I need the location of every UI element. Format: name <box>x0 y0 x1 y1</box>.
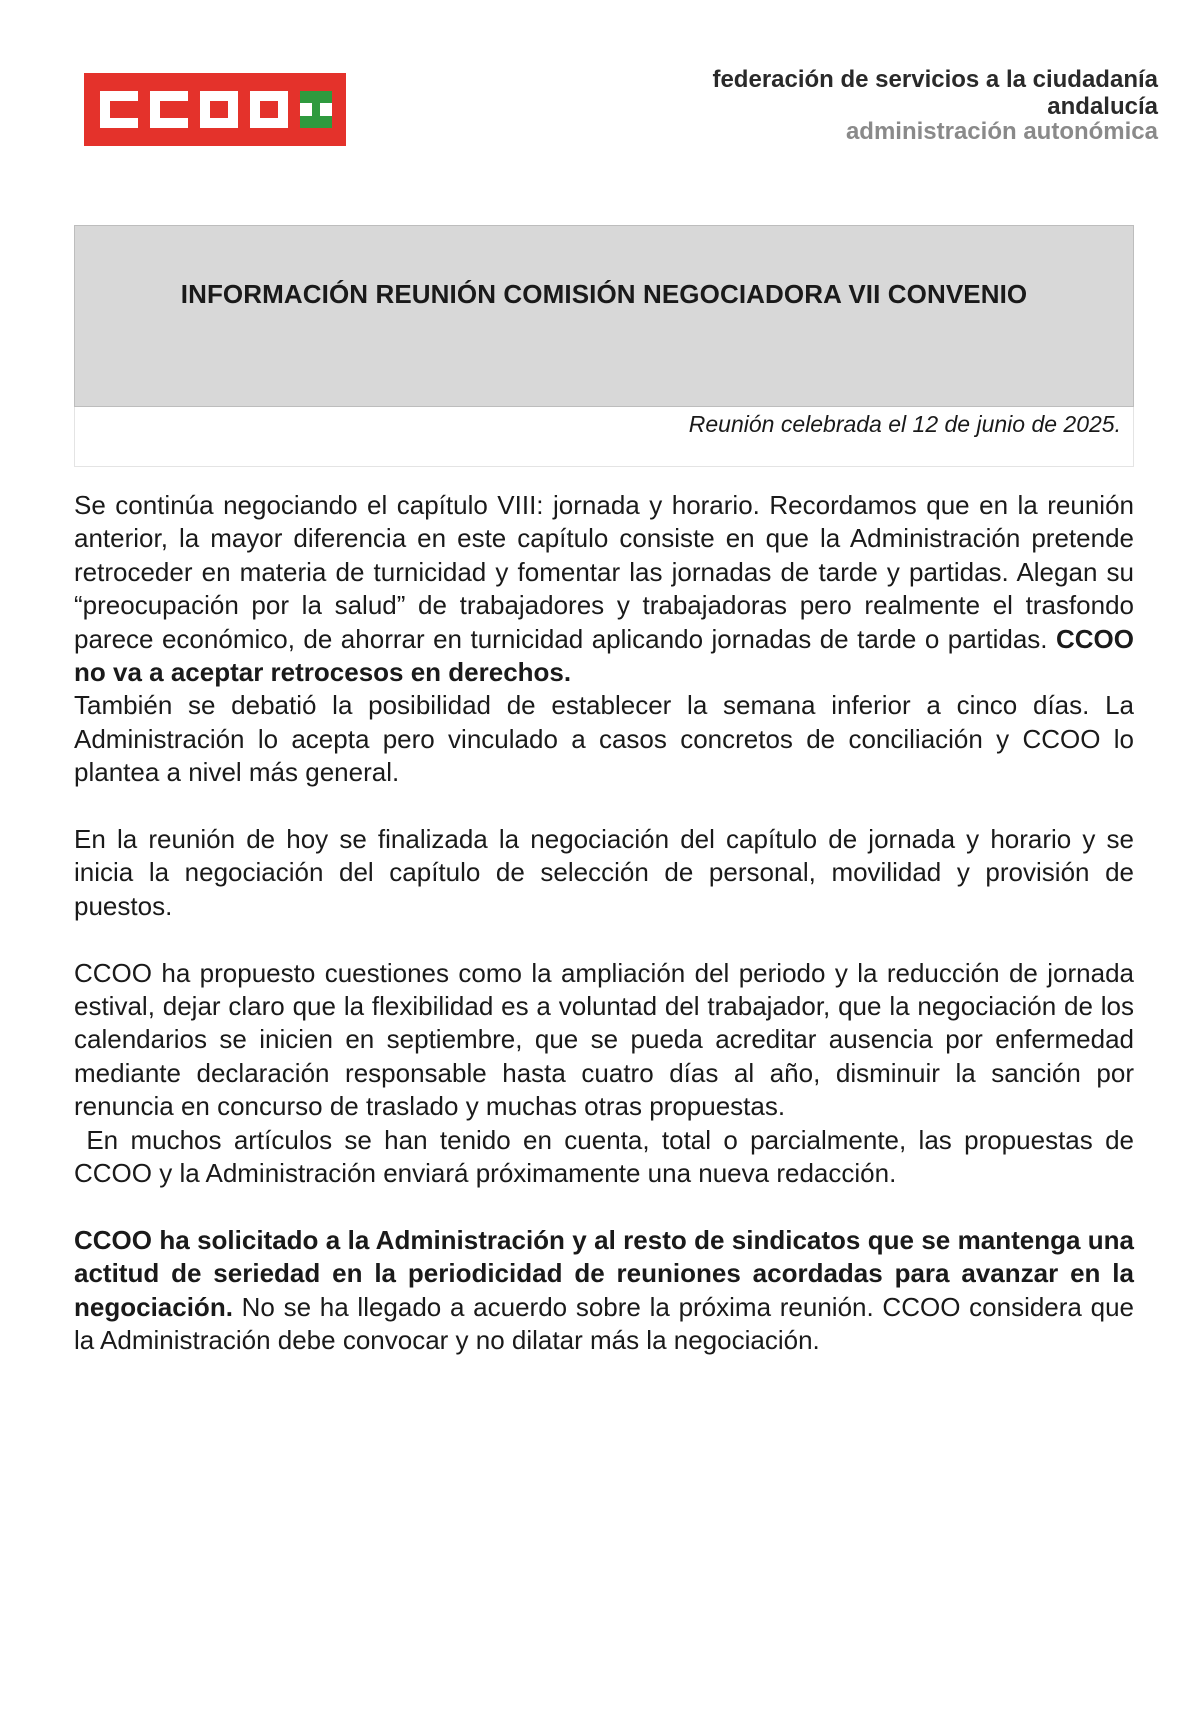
paragraph-5: En muchos artículos se han tenido en cuenta, total o parcialmente, las propuestas de CCOO y la Administración enviará próximamente una nueva redacción. <box>74 1124 1142 1189</box>
header-line-sector: administración autonómica <box>845 118 1158 145</box>
paragraph-6-emphasis: CCOO ha solicitado a la Administración y al resto de sindicatos que se mantenga una actitud de seriedad en la periodicidad de reuniones acordadas para avanzar en la negociación. <box>74 1224 1134 1322</box>
paragraph-3: En la reunión de hoy se finalizada la negociación del capítulo de jornada y horario y se inicia la negociación del capítulo de selección de personal, movilidad y provisión de puestos. <box>74 824 1134 921</box>
meeting-date: Reunión celebrada el 12 de junio de 2025. <box>688 411 1121 437</box>
paragraph-6: CCOO ha solicitado a la Administración y al resto de sindicatos que se mantenga una actitud de seriedad en la periodicidad de reuniones acordadas para avanzar en la negociación. No se ha llegado a acuerdo sobre la próxima reunión. CCOO considera que la Administración debe convocar y no dilatar más la negociación. <box>74 1224 1134 1356</box>
paragraph-2: También se debatió la posibilidad de establecer la semana inferior a cinco días. La Administración lo acepta pero vinculado a casos concretos de conciliación y CCOO lo plantea a nivel más general. <box>74 690 1134 788</box>
header-line-federation: federación de servicios a la ciudadanía <box>712 66 1158 93</box>
document-title: INFORMACIÓN REUNIÓN COMISIÓN NEGOCIADORA VII CONVENIO <box>180 279 1028 309</box>
header-line-region: andalucía <box>1047 93 1158 120</box>
document-body <box>74 489 1142 1358</box>
organization-header <box>712 66 1158 144</box>
paragraph-1-emphasis: CCOO no va a aceptar retrocesos en derechos. <box>74 623 1134 688</box>
ccoo-logo <box>84 73 346 146</box>
date-box <box>74 407 1134 467</box>
title-box <box>74 225 1134 407</box>
paragraph-4: CCOO ha propuesto cuestiones como la ampliación del periodo y la reducción de jornada estival, dejar claro que la flexibilidad es a voluntad del trabajador, que la negociación de los calendarios se inicien en septiembre, que se pueda acreditar ausencia por enfermedad mediante declaración responsable hasta cuatro días al año, disminuir la sanción por renuncia en concurso de traslado y muchas otras propuestas. <box>74 957 1134 1122</box>
paragraph-1: Se continúa negociando el capítulo VIII: jornada y horario. Recordamos que en la reunión anterior, la mayor diferencia en este capítulo consiste en que la Administración pretende retroceder en materia de turnicidad y fomentar las jornadas de tarde y partidas. Alegan su “preocupación por la salud” de trabajadores y trabajadoras pero realmente el trasfondo parece económico, de ahorrar en turnicidad aplicando jornadas de tarde o partidas. CCOO no va a aceptar retrocesos en derechos. <box>74 490 1134 688</box>
